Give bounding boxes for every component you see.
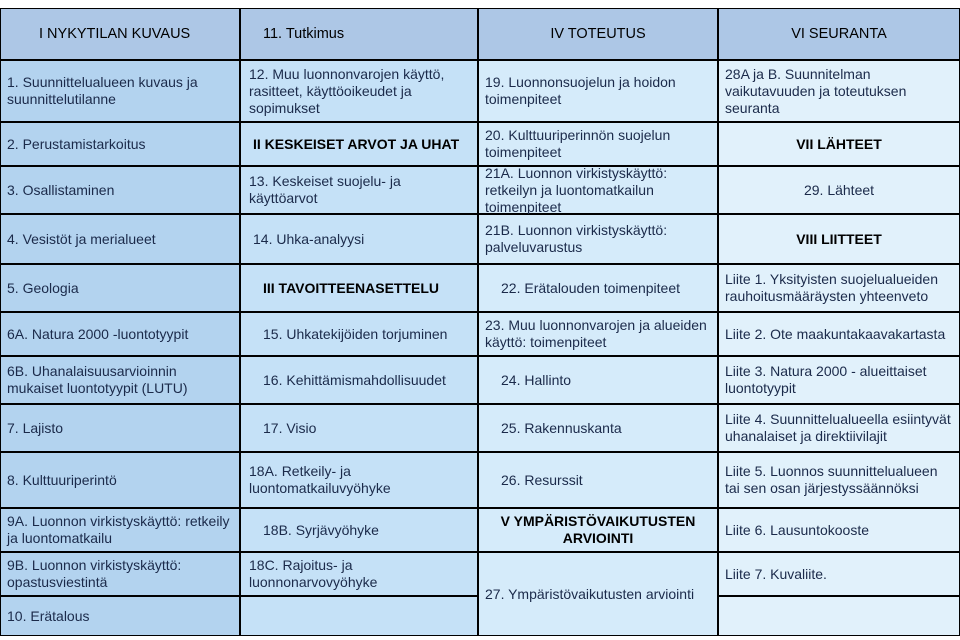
item-27: 27. Ympäristövaikutusten arviointi: [478, 552, 718, 636]
item-24: 24. Hallinto: [478, 356, 718, 404]
liite-7: Liite 7. Kuvaliite.: [718, 552, 960, 596]
item-9b: 9B. Luonnon virkistyskäyttö: opastusviestintä: [0, 552, 240, 596]
item-28: 28A ja B. Suunnitelman vaikutavuuden ja toteutuksen seuranta: [718, 60, 960, 122]
item-12: 12. Muu luonnonvarojen käyttö, rasitteet, käyttöoikeudet ja sopimukset: [240, 60, 478, 122]
item-22: 22. Erätalouden toimenpiteet: [478, 264, 718, 312]
liite-5: Liite 5. Luonnos suunnittelualueen tai sen osan järjestyssäännöksi: [718, 452, 960, 508]
section-v-ymparistovaikutukset: V YMPÄRISTÖVAIKUTUSTEN ARVIOINTI: [478, 508, 718, 552]
liite-1: Liite 1. Yksityisten suojelualueiden rauhoitusmääräysten yhteenveto: [718, 264, 960, 312]
item-26: 26. Resurssit: [478, 452, 718, 508]
item-2: 2. Perustamistarkoitus: [0, 122, 240, 166]
header-seuranta: VI SEURANTA: [718, 8, 960, 60]
item-25: 25. Rakennuskanta: [478, 404, 718, 452]
item-21b: 21B. Luonnon virkistyskäyttö: palveluvarustus: [478, 214, 718, 264]
item-15: 15. Uhkatekijöiden torjuminen: [240, 312, 478, 356]
liite-3: Liite 3. Natura 2000 - alueittaiset luontotyypit: [718, 356, 960, 404]
section-iii-tavoitteenasettelu: III TAVOITTEENASETTELU: [240, 264, 478, 312]
col4-empty-cell: [718, 596, 960, 636]
section-vii-lahteet: VII LÄHTEET: [718, 122, 960, 166]
item-5: 5. Geologia: [0, 264, 240, 312]
item-16: 16. Kehittämismahdollisuudet: [240, 356, 478, 404]
liite-6: Liite 6. Lausuntokooste: [718, 508, 960, 552]
item-17: 17. Visio: [240, 404, 478, 452]
item-18a: 18A. Retkeily- ja luontomatkailuvyöhyke: [240, 452, 478, 508]
section-ii-keskeiset-arvot: II KESKEISET ARVOT JA UHAT: [240, 122, 478, 166]
item-3: 3. Osallistaminen: [0, 166, 240, 214]
item-4: 4. Vesistöt ja merialueet: [0, 214, 240, 264]
item-18b: 18B. Syrjävyöhyke: [240, 508, 478, 552]
liite-4: Liite 4. Suunnittelualueella esiintyvät uhanalaiset ja direktiivilajit: [718, 404, 960, 452]
item-23: 23. Muu luonnonvarojen ja alueiden käyttö: toimenpiteet: [478, 312, 718, 356]
header-nykytila: I NYKYTILAN KUVAUS: [0, 8, 240, 60]
item-29: 29. Lähteet: [718, 166, 960, 214]
item-14: 14. Uhka-analyysi: [240, 214, 478, 264]
item-6a: 6A. Natura 2000 -luontotyypit: [0, 312, 240, 356]
section-viii-liitteet: VIII LIITTEET: [718, 214, 960, 264]
item-21a: 21A. Luonnon virkistyskäyttö: retkeilyn ja luontomatkailun toimenpiteet: [478, 166, 718, 214]
item-1: 1. Suunnittelualueen kuvaus ja suunnittelutilanne: [0, 60, 240, 122]
header-toteutus: IV TOTEUTUS: [478, 8, 718, 60]
col2-empty-cell: [240, 596, 478, 636]
item-20: 20. Kulttuuriperinnön suojelun toimenpiteet: [478, 122, 718, 166]
item-8: 8. Kulttuuriperintö: [0, 452, 240, 508]
item-10: 10. Erätalous: [0, 596, 240, 636]
item-19: 19. Luonnonsuojelun ja hoidon toimenpiteet: [478, 60, 718, 122]
item-7: 7. Lajisto: [0, 404, 240, 452]
header-tutkimus: 11. Tutkimus: [240, 8, 478, 60]
item-18c: 18C. Rajoitus- ja luonnonarvovyöhyke: [240, 552, 478, 596]
item-6b: 6B. Uhanalaisuusarvioinnin mukaiset luontotyypit (LUTU): [0, 356, 240, 404]
item-13: 13. Keskeiset suojelu- ja käyttöarvot: [240, 166, 478, 214]
liite-2: Liite 2. Ote maakuntakaavakartasta: [718, 312, 960, 356]
item-9a: 9A. Luonnon virkistyskäyttö: retkeily ja luontomatkailu: [0, 508, 240, 552]
